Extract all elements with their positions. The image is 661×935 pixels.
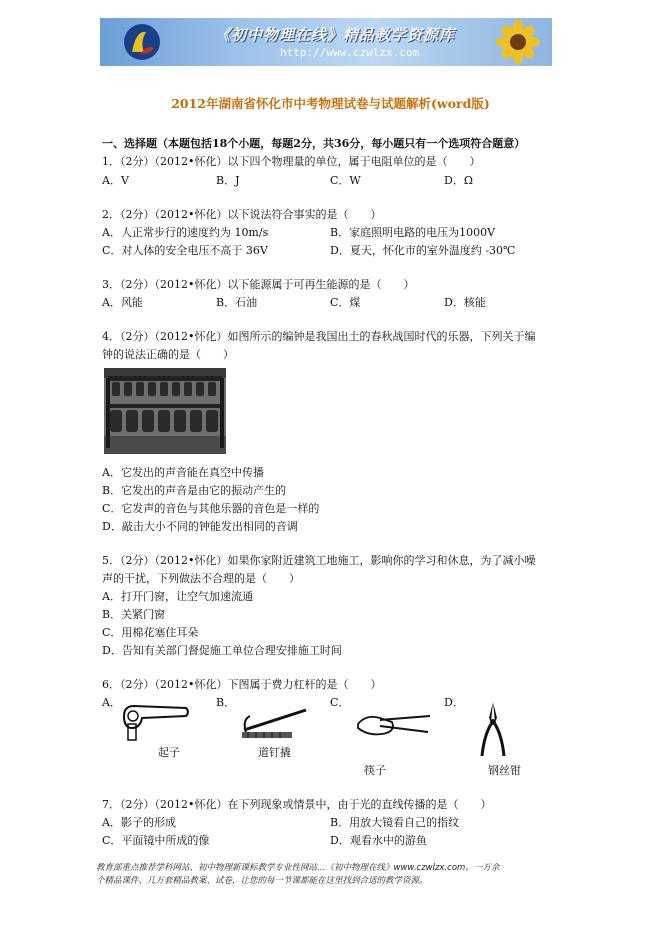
q4-stem-line1: 4．（2分）（2012•怀化）如图所示的编钟是我国出土的春秋战国时代的乐器，下列关于编 (102, 330, 536, 343)
chime-bells-photo (104, 368, 226, 454)
q5-stem-line1: 5．（2分）（2012•怀化）如果你家附近建筑工地施工，影响你的学习和休息，为了减小噪 (102, 554, 536, 567)
page-footer (96, 862, 566, 888)
q6-option-a: A． (102, 696, 121, 709)
q4-option-c: C．它发声的音色与其他乐器的音色是一样的 (102, 502, 320, 515)
q5-option-b: B．关紧门窗 (102, 608, 166, 621)
q3-option-b: B．石油 (216, 296, 258, 309)
chopsticks-icon (352, 702, 432, 748)
q3-stem: 3．（2分）（2012•怀化）以下能源属于可再生能源的是（ ） (102, 278, 415, 291)
q7-option-c: C．平面镜中所成的像 (102, 834, 210, 847)
q1-option-c: C．W (330, 174, 361, 187)
q7-option-b: B．用放大镜看自己的指纹 (330, 816, 460, 829)
sunflower-icon (496, 20, 540, 64)
q5-option-a: A．打开门窗，让空气加速流通 (102, 590, 253, 603)
nail-puller-icon (240, 700, 310, 740)
q3-option-c: C．煤 (330, 296, 361, 309)
wire-pliers-icon (478, 700, 508, 758)
q2-stem: 2．（2分）（2012•怀化）以下说法符合事实的是（ ） (102, 208, 382, 221)
q7-option-d: D．观看水中的游鱼 (330, 834, 427, 847)
section-heading: 一、选择题（本题包括18个小题，每题2分，共36分，每小题只有一个选项符合题意） (102, 137, 526, 150)
q6-option-b: B． (216, 696, 236, 709)
q4-option-b: B．它发出的声音是由它的振动产生的 (102, 484, 287, 497)
q2-option-a: A．人正常步行的速度约为 10m/s (102, 226, 269, 239)
q1-option-d: D．Ω (444, 174, 473, 187)
q6-option-d: D． (444, 696, 464, 709)
q1-option-a: A．V (102, 174, 129, 187)
q6-caption-d: 钢丝钳 (488, 764, 521, 777)
q2-option-d: D．夏天，怀化市的室外温度约 -30℃ (330, 244, 516, 257)
footer-line-2: 个精品课件、几万套精品教案、试卷，让您的每一节课都能在这里找到合适的教学资源。 (96, 876, 428, 886)
q2-option-c: C．对人体的安全电压不高于 36V (102, 244, 268, 257)
bottle-opener-icon (120, 698, 192, 742)
q4-option-a: A．它发出的声音能在真空中传播 (102, 466, 264, 479)
site-banner (100, 18, 552, 66)
q3-option-a: A．风能 (102, 296, 143, 309)
banner-url[interactable]: http://www.czwlzx.com (280, 46, 420, 59)
q7-stem: 7．（2分）（2012•怀化）在下列现象或情景中，由于光的直线传播的是（ ） (102, 798, 492, 811)
q6-caption-c: 筷子 (364, 764, 386, 777)
q1-stem: 1．（2分）（2012•怀化）以下四个物理量的单位，属于电阻单位的是（ ） (102, 155, 481, 168)
q2-option-b: B．家庭照明电路的电压为1000V (330, 226, 496, 239)
banner-title: 《初中物理在线》精品教学资源库 (215, 26, 456, 44)
q6-stem: 6．（2分）（2012•怀化）下图属于费力杠杆的是（ ） (102, 678, 382, 691)
q5-stem-line2: 声的干扰，下列做法不合理的是（ ） (102, 572, 300, 585)
q7-option-a: A．影子的形成 (102, 816, 176, 829)
site-logo-icon (122, 22, 162, 62)
q4-option-d: D．敲击大小不同的钟能发出相同的音调 (102, 520, 298, 533)
q5-option-c: C．用棉花塞住耳朵 (102, 626, 199, 639)
q5-option-d: D．告知有关部门督促施工单位合理安排施工时间 (102, 644, 342, 657)
q1-option-b: B．J (216, 174, 240, 187)
q6-option-c: C． (330, 696, 350, 709)
q4-stem-line2: 钟的说法正确的是（ ） (102, 348, 234, 361)
q6-caption-b: 道钉撬 (258, 746, 291, 759)
document-title: 2012年湖南省怀化市中考物理试卷与试题解析(word版) (171, 96, 490, 111)
q6-caption-a: 起子 (158, 746, 180, 759)
q3-option-d: D．核能 (444, 296, 486, 309)
footer-line-1: 教育部重点推荐学科网站、初中物理新课标教学专业性网站…《初中物理在线》www.czwlzx.com。一万余 (96, 863, 500, 873)
